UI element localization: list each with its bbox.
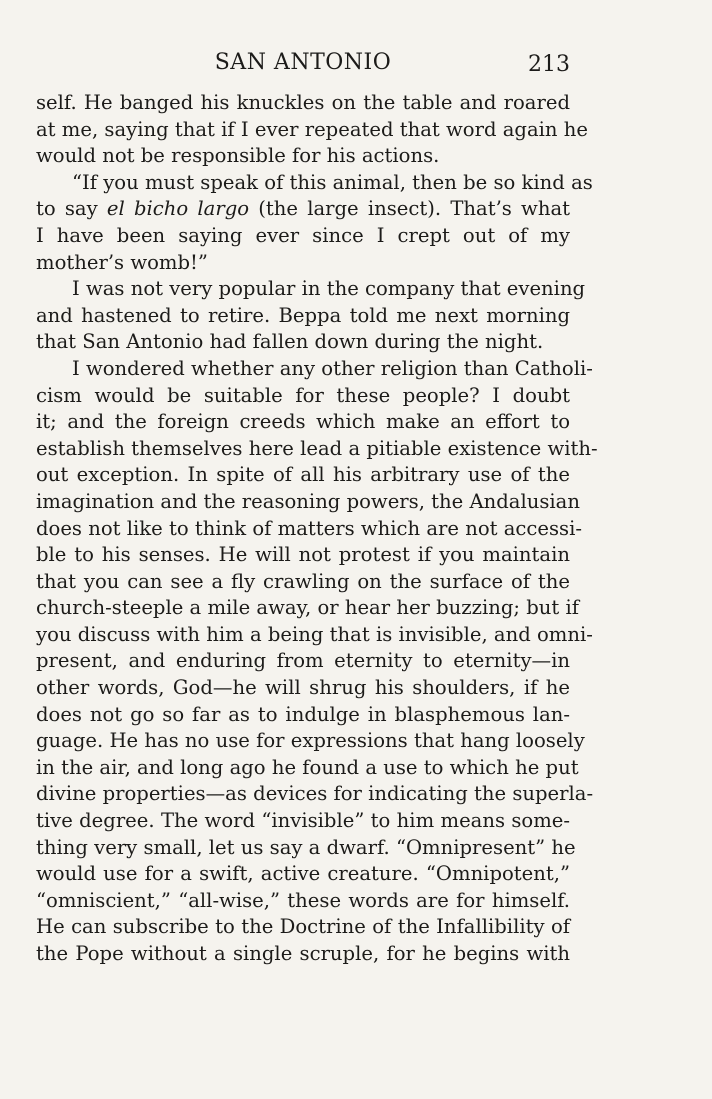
text-line: divine properties—as devices for indicating the superla- [36, 782, 594, 806]
text-line: that you can see a fly crawling on the surface of the [36, 569, 570, 593]
text-fragment: (the large insect). That’s what [258, 197, 571, 221]
text-line: it; and the foreign creeds which make an effort to [36, 410, 570, 434]
body-text [36, 90, 598, 968]
text-line: church-steeple a mile away, or hear her buzzing; but if [36, 596, 579, 620]
text-line: you discuss with him a being that is invisible, and omni- [36, 622, 593, 646]
text-line: self. He banged his knuckles on the table and roared [36, 91, 570, 114]
text-line: “If you must speak of this animal, then be so kind as [72, 170, 593, 194]
text-line: that San Antonio had fallen down during the night. [36, 330, 544, 354]
page-header [36, 50, 570, 82]
text-line: establish themselves here lead a pitiable existence with- [36, 436, 598, 460]
text-line: thing very small, let us say a dwarf. “Omnipresent” he [36, 835, 576, 859]
running-head: SAN ANTONIO [214, 50, 392, 75]
text-line: in the air, and long ago he found a use to which he put [36, 755, 579, 779]
page-number: 213 [528, 52, 570, 77]
text-line: at me, saying that if I ever repeated that word again he [36, 117, 588, 141]
text-fragment: to say [36, 197, 98, 221]
text-line: the Pope without a single scruple, for he begins with [36, 942, 570, 965]
text-line: out exception. In spite of all his arbitrary use of the [36, 463, 570, 487]
text-line: mother’s womb!” [36, 250, 208, 274]
text-line: “omniscient,” “all-wise,” these words are for himself. [36, 888, 570, 912]
text-line: cism would be suitable for these people? I doubt [36, 383, 570, 407]
text-line: tive degree. The word “invisible” to him means some- [36, 809, 570, 833]
text-line: present, and enduring from eternity to eternity—in [36, 649, 570, 673]
text-line: and hastened to retire. Beppa told me next morning [36, 303, 570, 327]
text-line: I was not very popular in the company that evening [72, 277, 586, 301]
text-line: I wondered whether any other religion than Catholi- [72, 356, 593, 380]
text-line [36, 196, 570, 223]
text-line: does not like to think of matters which are not accessi- [36, 516, 582, 540]
text-line: would use for a swift, active creature. “Omnipotent,” [36, 862, 570, 886]
text-line: ble to his senses. He will not protest if you maintain [36, 543, 570, 567]
text-line: would not be responsible for his actions. [36, 144, 440, 168]
text-line: other words, God—he will shrug his shoulders, if he [36, 676, 570, 700]
italic-phrase: el bicho largo [106, 197, 250, 221]
text-line: guage. He has no use for expressions that hang loosely [36, 729, 585, 753]
text-line: does not go so far as to indulge in blasphemous lan- [36, 702, 570, 726]
text-line: I have been saying ever since I crept out of my [36, 223, 570, 247]
text-line: He can subscribe to the Doctrine of the Infallibility of [36, 915, 570, 939]
text-line: imagination and the reasoning powers, the Andalusian [36, 489, 580, 513]
